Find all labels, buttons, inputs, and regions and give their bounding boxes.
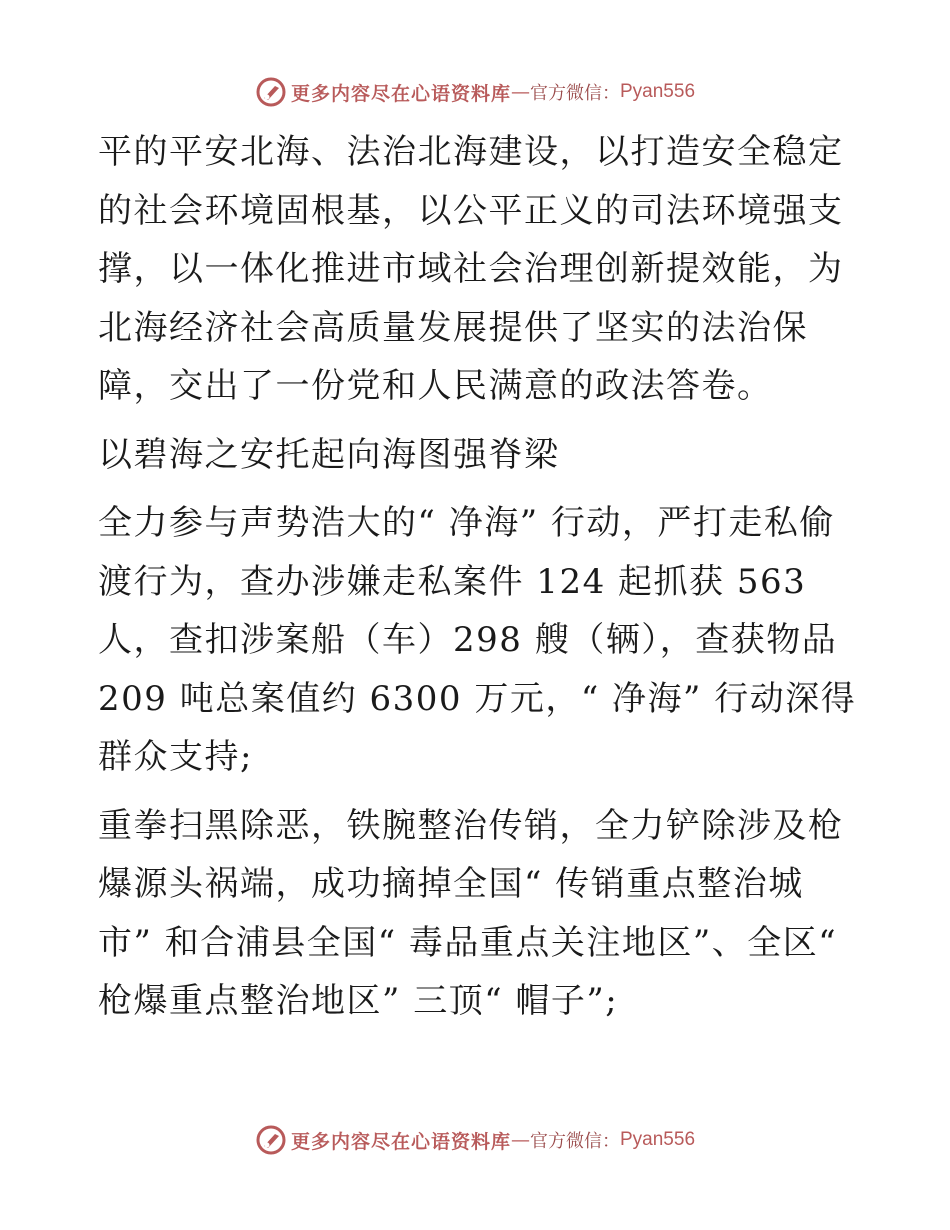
paragraph-2: 全力参与声势浩大的“ 净海” 行动，严打走私偷渡行为，查办涉嫌走私案件 124 起抓获 563 人，查扣涉案船（车）298 艘（辆），查获物品 209 吨总案值约 6300 万元，“ 净海” 行动深得群众支持;: [98, 503, 857, 777]
watermark-main-text: 更多内容尽在心语资料库: [290, 1130, 511, 1153]
watermark-dash: —: [511, 1129, 530, 1151]
paragraph-1: 平的平安北海、法治北海建设，以打造安全稳定的社会环境固根基，以公平正义的司法环境强支撑，以一体化推进市域社会治理创新提效能，为北海经济社会高质量发展提供了坚实的法治保障，交出了一份党和人民满意的政法答卷。: [98, 132, 844, 406]
watermark-logo-icon: [255, 1124, 287, 1156]
document-body: [98, 123, 858, 1031]
watermark-sub-text: 官方微信：: [530, 1131, 620, 1152]
watermark-dash: —: [511, 81, 530, 103]
watermark-footer: [0, 1120, 950, 1160]
watermark-wechat-id: Pyan556: [620, 1129, 696, 1150]
watermark-main-text: 更多内容尽在心语资料库: [290, 82, 511, 105]
watermark-sub-text: 官方微信：: [530, 83, 620, 104]
paragraph-3: 重拳扫黑除恶，铁腕整治传销，全力铲除涉及枪爆源头祸端，成功摘掉全国“ 传销重点整治城市” 和合浦县全国“ 毒品重点关注地区”、全区“ 枪爆重点整治地区” 三顶“ 帽子”;: [98, 805, 844, 1021]
watermark-wechat-id: Pyan556: [620, 81, 696, 102]
watermark-header: [0, 72, 950, 112]
watermark-logo-icon: [255, 76, 287, 108]
section-heading: 以碧海之安托起向海图强脊梁: [98, 434, 560, 475]
